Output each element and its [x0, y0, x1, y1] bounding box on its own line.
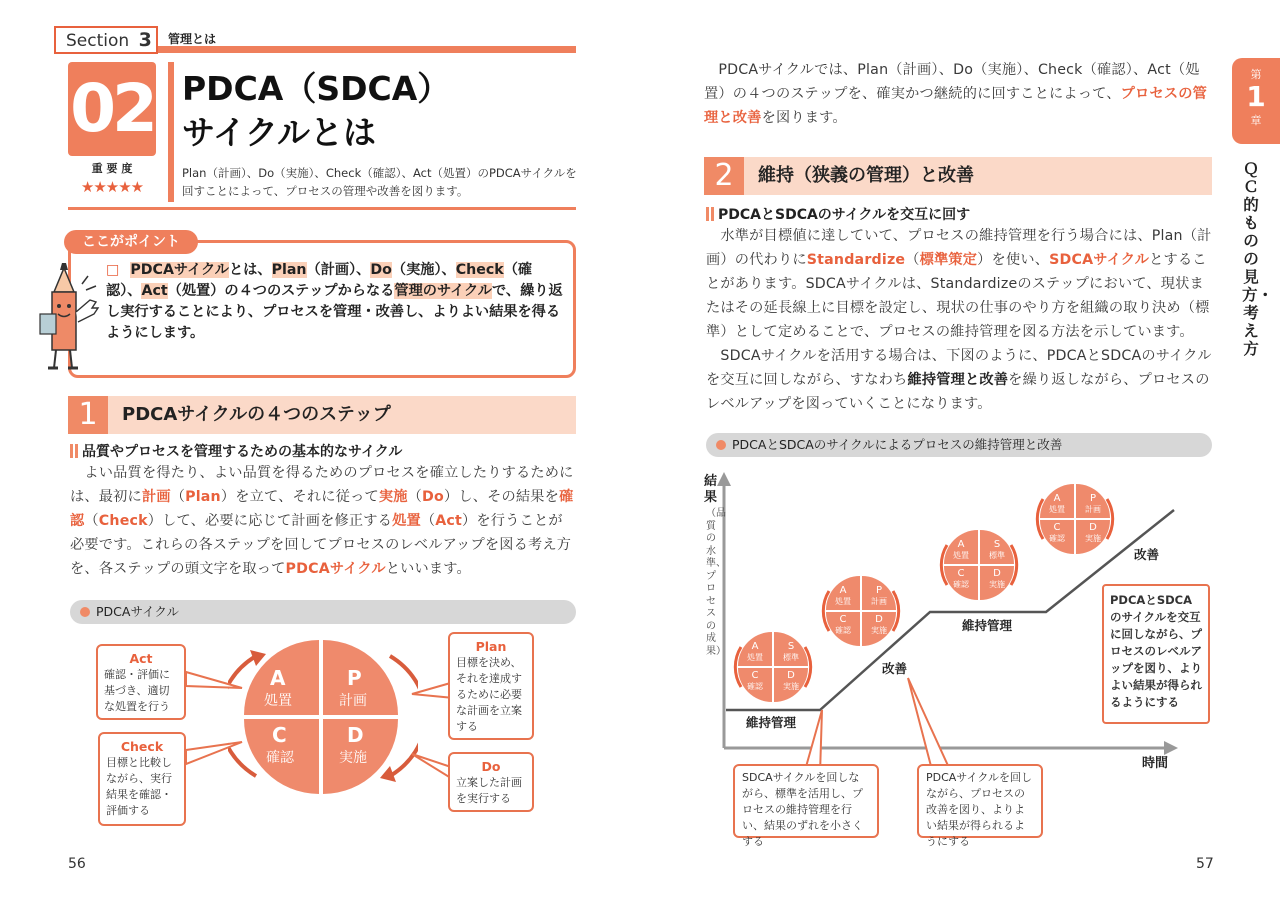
x-axis-label: 時間 [1142, 756, 1169, 771]
plan-callout-text: 目標を決め、それを達成するために必要な計画を立案する [456, 656, 522, 733]
cycle-quadrant-letter: A [957, 539, 965, 550]
note-right-text: PDCAとSDCAのサイクルを交互に回しながら、プロセスのレベルアップを図り、よりよい結果が得られるようにする [1110, 593, 1202, 709]
cycle-quadrant-word: 実施 [1085, 534, 1101, 543]
note-pdca-text: PDCAサイクルを回しながら、プロセスの改善を図り、よりよい結果が得られるようにする [926, 771, 1032, 848]
do-callout [448, 752, 534, 812]
text-run: （ [84, 513, 99, 529]
cycle-arrows [937, 523, 1021, 607]
cycle-quadrant-word: 処置 [953, 551, 969, 560]
cycle-quadrant-word: 確認 [953, 580, 969, 589]
text-run: SDCAサイクル [1049, 252, 1150, 268]
text-run: Plan [185, 489, 221, 505]
section-2-number: 2 [704, 157, 744, 195]
text-run: Standardize [806, 252, 906, 268]
cycle-quadrant-letter: S [993, 539, 1001, 550]
point-bullet-icon: □ [106, 262, 120, 278]
text-run: （実施）、 [391, 262, 456, 278]
text-run: とすることがあります。SDCAサイクルは、Standardizeのステップにおいて、現状またはその延長線上に目標を設定し、現状の仕事のやり方を組織の取り決め（標準）として定めることで、プロセスの維持管理を図る方法を示しています。 [706, 252, 1210, 340]
intro-paragraph [704, 58, 1212, 130]
text-run: （ [905, 252, 920, 268]
paragraph-2 [706, 224, 1212, 344]
header-underline [68, 207, 576, 210]
summary-text: Plan（計画）、Do（実施）、Check（確認）、Act（処置）のPDCAサイクルを回すことによって、プロセスの管理や改善を図ります。 [182, 166, 577, 198]
section-rule [158, 46, 576, 53]
cycle-quadrant-word: 実施 [989, 580, 1005, 589]
act-callout-title: Act [129, 651, 153, 666]
cycle-quadrant-word: 処置 [835, 597, 851, 606]
text-run: 処置 [392, 513, 421, 529]
text-run: ）を立て、それに従って [220, 489, 379, 505]
check-callout-text: 目標と比較しながら、実行結果を確認・評価する [106, 756, 172, 817]
y-axis-label: 結果 [704, 474, 718, 505]
text-run: PDCAサイクル [130, 262, 229, 278]
do-callout-text: 立案した計画を実行する [456, 776, 522, 805]
text-run: （確認）、 [106, 262, 533, 299]
figure-1-title [70, 600, 576, 624]
text-run: ）して、必要に応じて計画を修正する [147, 513, 393, 529]
cycle-quadrant-letter: D [875, 614, 883, 625]
text-run: といいます。 [385, 561, 471, 577]
act-callout-text: 確認・評価に基づき、適切な処置を行う [104, 668, 170, 713]
chapter-tab [1232, 58, 1280, 144]
text-run: を図ります。 [761, 110, 847, 126]
text-run: PDCAサイクル [285, 561, 386, 577]
page-title-line2: サイクルとは [182, 113, 377, 152]
cycle-quadrant-word: 処置 [1049, 505, 1065, 514]
section-2-title: 維持（狭義の管理）と改善 [758, 165, 974, 186]
figure-2-title-text: PDCAとSDCAのサイクルによるプロセスの維持管理と改善 [732, 437, 1063, 452]
cycle-circle [944, 530, 1014, 600]
item-number: 02 [70, 70, 154, 147]
text-run: ）し、その結果を [443, 489, 560, 505]
callout-pointers-left [180, 650, 460, 800]
cycle-quadrant-letter: A [839, 585, 847, 596]
text-run: （ [420, 513, 436, 529]
text-run: （計画）、 [306, 262, 371, 278]
subheading-2: PDCAとSDCAのサイクルを交互に回す [706, 204, 970, 224]
plan-callout-title: Plan [475, 639, 507, 654]
text-run: Do [422, 489, 444, 505]
text-run: （処置）の４つのステップからなる [167, 283, 395, 299]
section-1-heading [68, 396, 576, 434]
text-run: 管理のサイクル [394, 283, 492, 299]
text-run: PDCAサイクルでは、Plan（計画）、Do（実施）、Check（確認）、Act（処置）の４つのステップを、確実かつ継続的に回すことによって、 [704, 62, 1200, 102]
chapter-title: ＱＣ的ものの見方・考え方 [1242, 160, 1274, 358]
do-callout-title: Do [481, 759, 501, 774]
note-sdca-text: SDCAサイクルを回しながら、標準を活用し、プロセスの維持管理を行い、結果のずれを小さくする [742, 771, 863, 848]
improvement-label-1: 改善 [882, 661, 908, 676]
cycle-quadrant-letter: C [1053, 522, 1061, 533]
text-run: （ [170, 489, 186, 505]
section-2-heading [704, 157, 1212, 195]
cycle-arrows [1033, 477, 1117, 561]
figure-2-title [706, 433, 1212, 457]
cycle-quadrant-letter: A [751, 641, 759, 652]
text-run: Check [98, 513, 148, 529]
maintenance-label-1: 維持管理 [746, 715, 797, 730]
text-run: で、繰り返し実行することにより、プロセスを管理・改善し、よりよい結果を得るようにします。 [106, 283, 563, 341]
text-run: とは、 [228, 262, 272, 278]
section-1-title: PDCAサイクルの４つのステップ [122, 404, 391, 425]
plan-callout [448, 632, 534, 740]
section-number: 3 [138, 29, 152, 51]
text-run: よい品質を得たり、よい品質を得るためのプロセスを確立したりするためには、最初に [70, 465, 574, 505]
pencil-mascot-illustration [38, 262, 110, 374]
importance-stars: ★★★★★ [80, 178, 144, 196]
quadrant-check-letter: C [272, 723, 287, 747]
note-pdca [917, 764, 1043, 848]
quadrant-check-word: 確認 [266, 750, 294, 766]
text-run: 計画 [141, 489, 171, 505]
quadrant-act-letter: A [270, 666, 286, 690]
point-tab-label: ここがポイント [82, 234, 180, 250]
importance-label: 重 要 度 [91, 162, 133, 175]
page-number-right: 57 [1196, 856, 1214, 872]
y-axis-sublabel: （品質の水準、プロセスの成果） [706, 508, 726, 657]
chapter-sho: 章 [1250, 114, 1262, 127]
text-run: ）を使い、 [977, 252, 1050, 268]
quadrant-plan-word: 計画 [339, 693, 367, 709]
cycle-quadrant-letter: S [787, 641, 795, 652]
text-run: を繰り返しながら、プロセスのレベルアップを図っていくことになります。 [706, 372, 1210, 412]
cycle-quadrant-letter: A [1053, 493, 1061, 504]
cycle-circle [826, 576, 896, 646]
text-run: Act [141, 283, 168, 299]
check-callout-title: Check [120, 739, 164, 754]
chapter-dai: 第 [1250, 68, 1262, 81]
cycle-quadrant-letter: P [875, 585, 883, 596]
note-sdca [733, 764, 879, 848]
cycle-quadrant-word: 実施 [871, 626, 887, 635]
cycle-quadrant-letter: C [839, 614, 847, 625]
quadrant-act-word: 処置 [264, 693, 292, 709]
quadrant-plan-letter: P [347, 666, 362, 690]
item-number-box [68, 62, 156, 156]
cycle-quadrant-letter: D [787, 670, 795, 681]
cycle-quadrant-word: 処置 [747, 653, 763, 662]
text-run: 水準が目標値に達していて、プロセスの維持管理を行う場合には、Plan（計画）の代わりに [706, 228, 1212, 268]
text-run: Do [370, 262, 392, 278]
cycle-quadrant-word: 実施 [783, 682, 799, 691]
cycle-quadrant-letter: C [751, 670, 759, 681]
improvement-label-2: 改善 [1134, 547, 1160, 562]
text-run: 標準策定 [919, 252, 978, 268]
section-title: 管理とは [168, 32, 217, 46]
point-text [106, 260, 564, 344]
cycle-quadrant-letter: C [957, 568, 965, 579]
cycle-quadrant-word: 標準 [783, 653, 799, 662]
text-run: Act [435, 513, 463, 529]
quadrant-do-letter: D [347, 723, 364, 747]
text-run: Plan [271, 262, 307, 278]
text-run: 確認 [70, 489, 574, 529]
text-run: SDCAサイクルを活用する場合は、下図のように、PDCAとSDCAのサイクルを交互に回しながら、すなわち [706, 348, 1212, 388]
cycle-quadrant-word: 確認 [835, 626, 851, 635]
point-tab [64, 230, 198, 254]
cycle-quadrant-letter: P [1089, 493, 1097, 504]
chapter-number: 1 [1246, 80, 1266, 113]
cycle-quadrant-word: 計画 [871, 597, 887, 606]
cycle-quadrant-word: 確認 [1049, 534, 1065, 543]
cycle-quadrant-letter: D [993, 568, 1001, 579]
maintenance-label-2: 維持管理 [962, 618, 1013, 633]
note-right [1102, 584, 1210, 724]
text-run: 実施 [378, 489, 408, 505]
check-callout [98, 732, 186, 826]
subheading-1: 品質やプロセスを管理するための基本的なサイクル [70, 441, 402, 461]
section-1-number: 1 [68, 396, 108, 434]
text-run: （ [407, 489, 423, 505]
cycle-quadrant-word: 計画 [1085, 505, 1101, 514]
text-run: 維持管理と改善 [907, 372, 1009, 388]
section-tag [54, 26, 158, 54]
page-number-left: 56 [68, 856, 86, 872]
figure-1-title-text: PDCAサイクル [96, 604, 179, 619]
text-run: Check [455, 262, 504, 278]
cycle-circle [1040, 484, 1110, 554]
text-run: ）を行うことが必要です。これらの各ステップを回してプロセスのレベルアップを図る考え方を、各ステップの頭文字を取って [70, 513, 572, 577]
paragraph-3 [706, 344, 1212, 416]
act-callout [96, 644, 186, 720]
title-divider [168, 62, 174, 202]
quadrant-do-word: 実施 [339, 750, 367, 766]
cycle-quadrant-word: 確認 [747, 682, 763, 691]
section-label: Section [66, 31, 130, 51]
text-run: プロセスの管理と改善 [704, 86, 1207, 126]
cycle-arrows [819, 569, 903, 653]
paragraph-1 [70, 461, 576, 581]
page-title-line1: PDCA（SDCA） [182, 69, 451, 108]
cycle-quadrant-word: 標準 [989, 551, 1005, 560]
cycle-quadrant-letter: D [1089, 522, 1097, 533]
